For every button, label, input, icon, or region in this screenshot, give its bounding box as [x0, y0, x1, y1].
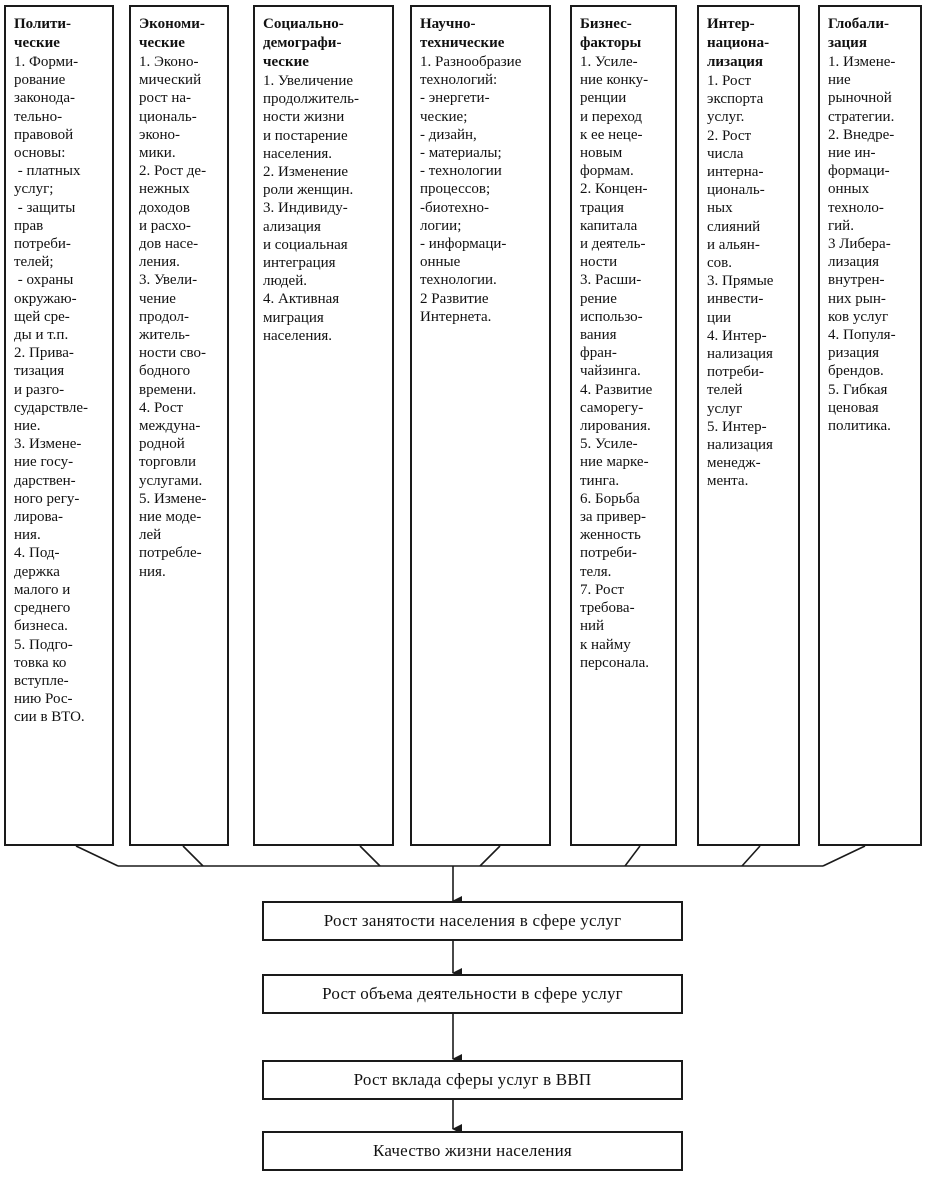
factor-column-title: Полити- ческие — [14, 16, 72, 51]
factor-item: 3 Либера- лизация внутрен- них рын- ков услуг — [828, 236, 891, 325]
factor-item: 2. Прива- тизация и разго- сударствле- ние. — [14, 345, 89, 435]
bracket-line-internationalization — [742, 846, 760, 866]
factor-item: 4. Активная миграция населения. — [263, 291, 340, 344]
factor-item: 7. Рост требова- ний к найму персонала. — [580, 581, 650, 671]
bracket-line-business — [625, 846, 640, 866]
factor-item: 4. Рост междуна- родной торговли услугами. — [139, 399, 203, 489]
factor-item: 6. Борьба за привер- женность потреби- теля. — [580, 490, 647, 580]
factor-item: 3. Индивиду- ализация и социальная интеграция людей. — [263, 200, 348, 290]
flow-box-quality-of-life: Качество жизни населения — [262, 1131, 683, 1171]
bracket-line-scientific — [480, 846, 500, 866]
factor-item: 1. Увеличение продолжитель- ности жизни и постарение населения. — [263, 73, 359, 162]
factor-item: 1. Форми- рование законода- тельно- правовой основы: - платных услуг; - защиты прав потреби- телей; - охраны окружаю- щей сре- ды и т.п. — [14, 54, 81, 344]
factor-item: 5. Интер- нализация менедж- мента. — [707, 418, 773, 490]
factor-item: 3. Увели- чение продол- житель- ности сво- бодного времени. — [139, 272, 207, 398]
factor-item: 3. Измене- ние госу- дарствен- ного регу- лирова- ния. — [14, 436, 82, 544]
factor-column-title: Социально- демографи- ческие — [263, 16, 344, 70]
factor-item: 4. Развитие саморегу- лирования. — [580, 381, 653, 435]
bracket-line-political — [76, 846, 118, 866]
factor-item: 3. Расши- рение использо- вания фран- чайзинга. — [580, 272, 643, 380]
factor-item: 2. Рост числа интерна- циональ- ных слияний и альян- сов. — [707, 127, 765, 272]
factor-item: 1. Рост экспорта услуг. — [707, 73, 764, 126]
factor-column-title: Глобали- зация — [828, 16, 889, 51]
factor-item: 1. Измене- ние рыночной стратегии. — [828, 54, 896, 125]
factor-column-title: Интер- национа- лизация — [707, 16, 770, 70]
bracket-line-sociodemographic — [360, 846, 380, 866]
flow-box-activity-volume-growth: Рост объема деятельности в сфере услуг — [262, 974, 683, 1014]
factor-item: 5. Гибкая ценовая политика. — [828, 381, 891, 435]
factor-item: 5. Усиле- ние марке- тинга. — [580, 436, 649, 489]
factor-item: 5. Измене- ние моде- лей потребле- ния. — [139, 490, 207, 580]
factor-item: 4. Под- держка малого и среднего бизнеса. — [14, 545, 71, 635]
factor-column-title: Экономи- ческие — [139, 16, 205, 51]
factor-item: 1. Эконо- мический рост на- циональ- эконо- мики. — [139, 54, 202, 162]
factor-item: 2. Изменение роли женщин. — [263, 164, 354, 199]
bracket-line-economic — [183, 846, 203, 866]
factor-column-title: Бизнес- факторы — [580, 16, 642, 51]
factor-item: 5. Подго- товка ко вступле- нию Рос- сии в ВТО. — [14, 636, 85, 726]
flow-box-gdp-contribution-growth: Рост вклада сферы услуг в ВВП — [262, 1060, 683, 1100]
factor-item: 2 Развитие Интернета. — [420, 290, 492, 325]
flow-box-employment-growth: Рост занятости населения в сфере услуг — [262, 901, 683, 941]
factor-item: 1. Разнообразие технологий: - энергети- ческие; - дизайн, - материалы; - технологии процессов; -биотехно- логии; - информаци- онные технологии. — [420, 54, 522, 289]
factor-item: 2. Рост де- нежных доходов и расхо- дов насе- ления. — [139, 163, 207, 271]
factor-item: 4. Интер- нализация потреби- телей услуг — [707, 327, 773, 417]
factor-item: 2. Концен- трация капитала и деятель- ности — [580, 181, 648, 271]
factor-item: 1. Усиле- ние конку- ренции и переход к ее неце- новым формам. — [580, 54, 649, 180]
factor-item: 2. Внедре- ние ин- формаци- онных техноло- гий. — [828, 126, 895, 234]
factor-item: 3. Прямые инвести- ции — [707, 273, 774, 326]
bracket-line-globalization — [823, 846, 865, 866]
factor-column-title: Научно- технические — [420, 16, 505, 51]
factor-item: 4. Популя- ризация брендов. — [828, 327, 896, 380]
